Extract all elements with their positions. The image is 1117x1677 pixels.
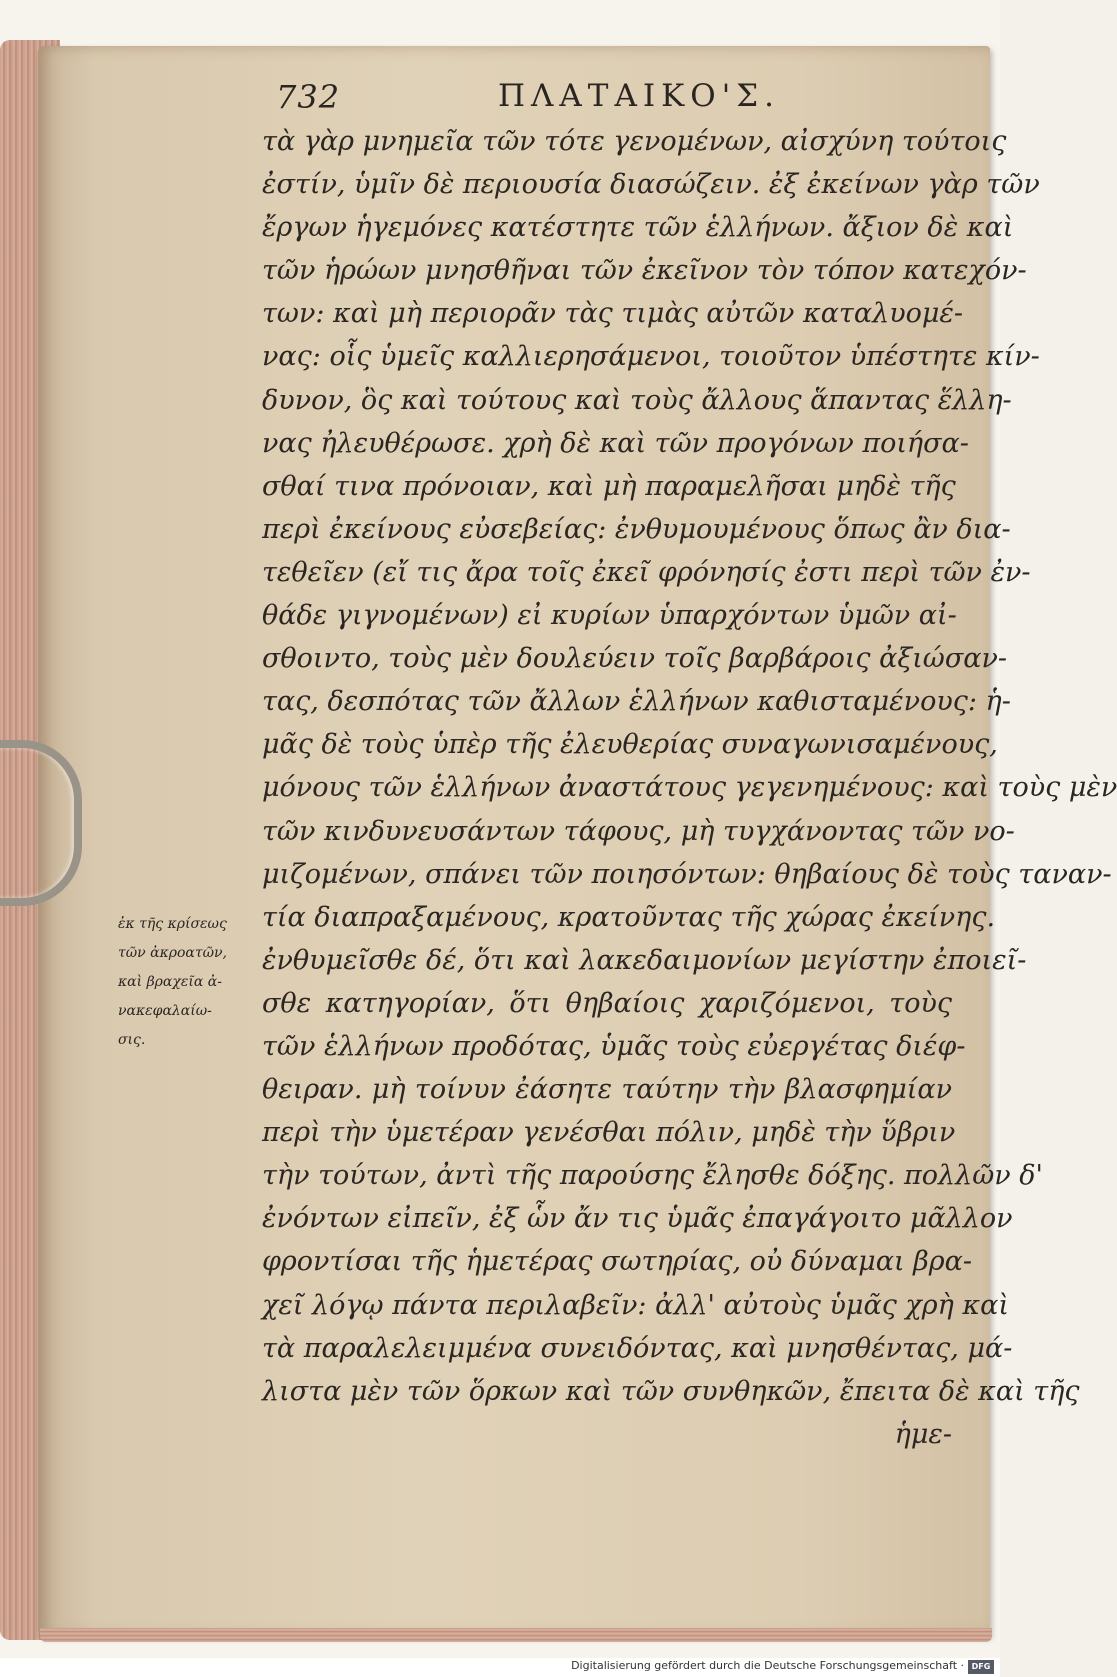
marginal-note-line: ἐκ τῆς κρίσεως (118, 916, 227, 932)
text-line: ἡμε- (894, 1418, 952, 1450)
text-line: τεθεῖεν (εἴ τις ἄρα τοῖς ἐκεῖ φρόνησίς ἐστι περὶ τῶν ἐν- (262, 556, 1031, 588)
page-number: 732 (276, 78, 341, 116)
text-line: δυνον, ὃς καὶ τούτους καὶ τοὺς ἄλλους ἅπαντας ἕλλη- (262, 384, 1012, 416)
text-line: θάδε γιγνομένων) εἰ κυρίων ὑπαρχόντων ὑμῶν αἰ- (262, 600, 957, 632)
marginal-note-line: καὶ βραχεῖα ἀ- (118, 974, 222, 990)
page-clip (0, 740, 82, 906)
text-line: περὶ τὴν ὑμετέραν γενέσθαι πόλιν, μηδὲ τὴν ὕβριν (262, 1117, 956, 1149)
marginal-note-line: νακεφαλαίω- (118, 1003, 212, 1019)
text-line: σθοιντο, τοὺς μὲν δουλεύειν τοῖς βαρβάροις ἀξιώσαν- (262, 643, 1008, 675)
marginal-note-line: σις. (118, 1032, 146, 1048)
text-line: τὰ γὰρ μνημεῖα τῶν τότε γενομένων, αἰσχύνη τούτοις (262, 126, 1007, 157)
text-line: ἔργων ἡγεμόνες κατέστητε τῶν ἑλλήνων. ἄξιον δὲ καὶ (262, 212, 1014, 244)
text-line: μόνους τῶν ἑλλήνων ἀναστάτους γεγενημένους: καὶ τοὺς μὲν (262, 772, 1117, 804)
text-line: ἐνόντων εἰπεῖν, ἐξ ὧν ἄν τις ὑμᾶς ἐπαγάγοιτο μᾶλλον (262, 1203, 1013, 1235)
book-bottom-edge (40, 1628, 992, 1642)
text-line: μᾶς δὲ τοὺς ὑπὲρ τῆς ἐλευθερίας συναγωνισαμένους, (262, 729, 998, 761)
footer-bar (0, 1658, 1000, 1677)
text-line: τας, δεσπότας τῶν ἄλλων ἑλλήνων καθισταμένους: ἡ- (262, 686, 1011, 718)
text-line: σθε κατηγορίαν, ὅτι θηβαίοις χαριζόμενοι, τοὺς (262, 987, 952, 1019)
marginal-note (118, 910, 258, 1055)
text-line: τῶν ἑλλήνων προδότας, ὑμᾶς τοὺς εὐεργέτας διέφ- (262, 1030, 966, 1062)
running-head (276, 78, 836, 122)
text-line: σθαί τινα πρόνοιαν, καὶ μὴ παραμελῆσαι μηδὲ τῆς (262, 470, 956, 502)
text-line: τῶν ἡρώων μνησθῆναι τῶν ἐκεῖνον τὸν τόπον κατεχόν- (262, 255, 1027, 287)
text-line: νας ἠλευθέρωσε. χρὴ δὲ καὶ τῶν προγόνων ποιήσα- (262, 427, 969, 459)
text-line: χεῖ λόγῳ πάντα περιλαβεῖν: ἀλλ' αὐτοὺς ὑμᾶς χρὴ καὶ (262, 1289, 1009, 1321)
text-line: νας: οἷς ὑμεῖς καλλιερησάμενοι, τοιοῦτον ὑπέστητε κίν- (262, 341, 1040, 373)
text-line: ἐνθυμεῖσθε δέ, ὅτι καὶ λακεδαιμονίων μεγίστην ἐποιεῖ- (262, 944, 1027, 976)
main-text (262, 120, 1117, 1456)
running-title: ΠΛΑΤΑΙΚΟ'Σ. (498, 78, 780, 114)
footer-credit: Digitalisierung gefördert durch die Deutsche Forschungsgemeinschaft · (571, 1659, 964, 1672)
text-line: τὰ παραλελειμμένα συνειδόντας, καὶ μνησθέντας, μά- (262, 1332, 1013, 1364)
text-line: φροντίσαι τῆς ἡμετέρας σωτηρίας, οὐ δύναμαι βρα- (262, 1246, 972, 1278)
marginal-note-line: τῶν ἀκροατῶν, (118, 945, 227, 961)
text-line: τῶν κινδυνευσάντων τάφους, μὴ τυγχάνοντας τῶν νο- (262, 815, 1015, 847)
dfg-logo: DFG (968, 1660, 994, 1674)
text-line: λιστα μὲν τῶν ὅρκων καὶ τῶν συνθηκῶν, ἔπειτα δὲ καὶ τῆς (262, 1375, 1080, 1407)
text-line: των: καὶ μὴ περιορᾶν τὰς τιμὰς αὐτῶν καταλυομέ- (262, 298, 964, 330)
text-line: μιζομένων, σπάνει τῶν ποιησόντων: θηβαίους δὲ τοὺς ταναν- (262, 858, 1112, 890)
text-line: τὴν τούτων, ἀντὶ τῆς παρούσης ἔλησθε δόξης. πολλῶν δ' (262, 1160, 1043, 1192)
text-line: περὶ ἐκείνους εὐσεβείας: ἐνθυμουμένους ὅπως ἂν δια- (262, 513, 1011, 545)
text-line: θειραν. μὴ τοίνυν ἐάσητε ταύτην τὴν βλασφημίαν (262, 1074, 952, 1106)
text-line: ἐστίν, ὑμῖν δὲ περιουσία διασώζειν. ἐξ ἐκείνων γὰρ τῶν (262, 169, 1040, 201)
text-line: τία διαπραξαμένους, κρατοῦντας τῆς χώρας ἐκείνης. (262, 901, 996, 933)
